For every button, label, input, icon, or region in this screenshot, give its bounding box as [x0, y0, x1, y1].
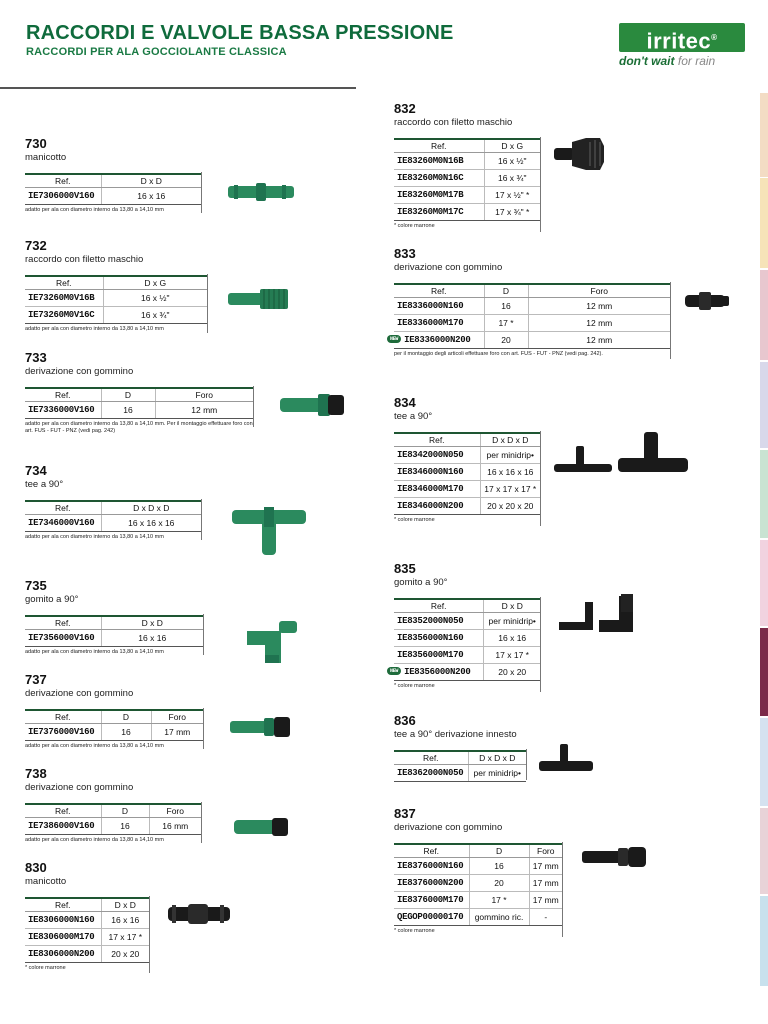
ref-cell: IE8352000N050: [394, 612, 484, 629]
column-header: Ref.: [25, 276, 103, 289]
column-header: D x D x D: [101, 501, 201, 514]
spec-table: [25, 709, 203, 741]
value-cell: 17 x 17 *: [101, 928, 149, 945]
table-header-row: [394, 844, 562, 857]
spec-table: [25, 615, 203, 647]
product-833: [390, 246, 670, 358]
column-header: D: [101, 804, 149, 817]
table-row: [394, 446, 540, 463]
table-row: [394, 663, 540, 680]
product-code: 837: [394, 806, 416, 821]
table-end-bar: [149, 896, 150, 973]
column-header: Ref.: [25, 804, 101, 817]
table-header-row: [25, 388, 253, 401]
table-row: [25, 306, 207, 323]
value-cell: 16 mm: [149, 817, 201, 834]
table-end-bar: [526, 749, 527, 780]
header-rule: [0, 87, 356, 89]
table-row: [25, 928, 149, 945]
product-description: derivazione con gommino: [25, 688, 134, 699]
column-header: Ref.: [25, 898, 101, 911]
table-row: [394, 629, 540, 646]
column-header: Foro: [528, 284, 670, 297]
value-cell: 16 x 16: [101, 629, 203, 646]
color-tab[interactable]: [760, 450, 768, 538]
column-header: Ref.: [394, 751, 468, 764]
column-header: Ref.: [394, 284, 484, 297]
product-description: derivazione con gommino: [25, 782, 134, 793]
value-cell: 16: [101, 723, 151, 740]
table-row: [394, 152, 540, 169]
value-cell: 12 mm: [155, 401, 253, 418]
value-cell: per minidrip•: [484, 612, 540, 629]
product-description: gomito a 90°: [394, 577, 448, 588]
table-row: [25, 723, 203, 740]
ref-cell: IE7346000V160: [25, 514, 101, 531]
table-row: [394, 874, 562, 891]
column-header: Foro: [155, 388, 253, 401]
fitting-834-image: [552, 430, 692, 480]
fitting-830-image: [166, 901, 232, 927]
table-row: [25, 945, 149, 962]
product-code: 732: [25, 238, 47, 253]
product-730: [25, 136, 201, 214]
product-code: 735: [25, 578, 47, 593]
table-header-row: [394, 751, 526, 764]
table-row: [394, 314, 670, 331]
table-row: [25, 911, 149, 928]
table-end-bar: [540, 137, 541, 232]
table-row: [25, 401, 253, 418]
table-note: adatto per ala con diametro interno da 13,80 a 14,10 mm: [25, 836, 164, 843]
ref-cell: IE83260M0M17C: [394, 203, 484, 220]
table-end-bar: [540, 597, 541, 692]
fitting-730-image: [226, 180, 296, 204]
table-end-bar: [670, 282, 671, 359]
table-note: * colore marrone: [394, 927, 435, 934]
column-header: Ref.: [25, 501, 101, 514]
spec-table: [25, 897, 149, 963]
spec-table: [25, 387, 253, 419]
product-code: 730: [25, 136, 47, 151]
table-note: per il montaggio degli articoli effettuare foro con art. FUS - FUT - PNZ (vedi pag. 242).: [394, 350, 603, 357]
ref-cell: IE8336000M170: [394, 314, 484, 331]
table-row: [394, 463, 540, 480]
brand-name: irritec: [646, 28, 712, 54]
color-tab[interactable]: [760, 808, 768, 894]
column-header: D: [101, 710, 151, 723]
table-note: * colore marrone: [394, 516, 435, 523]
brand-slogan: [619, 54, 749, 68]
table-header-row: [25, 174, 201, 187]
value-cell: 20 x 20: [101, 945, 149, 962]
value-cell: 16 x 16 x 16: [101, 514, 201, 531]
value-cell: 16 x 16 x 16: [480, 463, 540, 480]
value-cell: 17 x 17 *: [484, 646, 540, 663]
color-tab[interactable]: [760, 896, 768, 986]
color-tab[interactable]: [760, 93, 768, 177]
table-note: adatto per ala con diametro interno da 13,80 a 14,10 mm: [25, 648, 164, 655]
table-note: * colore marrone: [25, 964, 66, 971]
value-cell: 12 mm: [528, 297, 670, 314]
column-header: D x D: [101, 616, 203, 629]
column-header: D x D: [484, 599, 540, 612]
spec-table: [25, 275, 207, 324]
ref-cell: IE8356000M170: [394, 646, 484, 663]
value-cell: 12 mm: [528, 314, 670, 331]
value-cell: 20 x 20 x 20: [480, 497, 540, 514]
color-tab[interactable]: [760, 540, 768, 626]
product-description: derivazione con gommino: [25, 366, 134, 377]
table-row: [394, 764, 526, 781]
product-code: 734: [25, 463, 47, 478]
ref-cell: IE7376000V160: [25, 723, 101, 740]
column-header: Ref.: [394, 844, 469, 857]
column-header: Ref.: [25, 388, 101, 401]
product-738: [25, 766, 201, 844]
table-header-row: [394, 139, 540, 152]
value-cell: 17 mm: [529, 857, 562, 874]
product-code: 733: [25, 350, 47, 365]
product-732: [25, 238, 207, 333]
ref-cell: IE7356000V160: [25, 629, 101, 646]
table-header-row: [25, 276, 207, 289]
value-cell: 16: [469, 857, 529, 874]
table-row: [394, 203, 540, 220]
product-code: 835: [394, 561, 416, 576]
column-header: D x G: [103, 276, 207, 289]
column-header: Ref.: [25, 710, 101, 723]
table-note: adatto per ala con diametro interno da 13,80 a 14,10 mm. Per il montaggio effettuare foro con art. FUS - FUT - PNZ (vedi pag. 242): [25, 420, 253, 434]
value-cell: 16: [484, 297, 528, 314]
product-description: tee a 90° derivazione innesto: [394, 729, 517, 740]
column-header: Foro: [149, 804, 201, 817]
column-header: Ref.: [25, 174, 101, 187]
table-row: [394, 857, 562, 874]
column-header: D: [101, 388, 155, 401]
ref-cell: IE8346000M170: [394, 480, 480, 497]
product-description: tee a 90°: [25, 479, 64, 490]
value-cell: 17 x 17 x 17 *: [480, 480, 540, 497]
value-cell: 16: [101, 401, 155, 418]
new-badge: NEW: [387, 667, 401, 675]
column-header: Ref.: [394, 139, 484, 152]
color-tab[interactable]: [760, 628, 768, 716]
page-title: RACCORDI E VALVOLE BASSA PRESSIONE: [26, 22, 454, 44]
fitting-836-image: [537, 741, 595, 777]
ref-cell: NEW IE8336000N200: [384, 331, 474, 348]
table-row: [394, 186, 540, 203]
product-code: 834: [394, 395, 416, 410]
table-end-bar: [201, 172, 202, 213]
product-code: 836: [394, 713, 416, 728]
product-description: derivazione con gommino: [394, 262, 503, 273]
ref-cell: IE8336000N160: [394, 297, 484, 314]
value-cell: per minidrip•: [468, 764, 526, 781]
fitting-735-image: [243, 617, 299, 665]
ref-cell: NEW IE8356000N200: [384, 663, 474, 680]
ref-cell: IE83260M0N16C: [394, 169, 484, 186]
ref-cell: IE8306000N200: [25, 945, 101, 962]
value-cell: 16 x 16: [101, 911, 149, 928]
ref-cell: IE7306000V160: [25, 187, 101, 204]
value-cell: 20: [469, 874, 529, 891]
ref-cell: IE8356000N160: [394, 629, 484, 646]
table-row: [25, 629, 203, 646]
ref-cell: IE73260M0V16B: [25, 289, 103, 306]
fitting-733-image: [278, 392, 350, 418]
value-cell: per minidrip•: [480, 446, 540, 463]
column-header: D x D x D: [480, 433, 540, 446]
product-description: manicotto: [25, 876, 67, 887]
ref-cell: IE73260M0V16C: [25, 306, 103, 323]
product-733: [25, 350, 253, 435]
product-code: 737: [25, 672, 47, 687]
table-row: [394, 331, 670, 348]
table-end-bar: [540, 431, 541, 526]
slogan-part-a: don't wait: [619, 54, 675, 68]
value-cell: 20 x 20: [484, 663, 540, 680]
column-header: Foro: [151, 710, 203, 723]
product-code: 832: [394, 101, 416, 116]
spec-table: [25, 500, 201, 532]
table-end-bar: [201, 802, 202, 843]
fitting-732-image: [226, 285, 292, 313]
product-description: gomito a 90°: [25, 594, 79, 605]
column-header: D x G: [484, 139, 540, 152]
table-end-bar: [203, 708, 204, 749]
table-header-row: [25, 616, 203, 629]
fitting-738-image: [232, 815, 292, 839]
color-tab[interactable]: [760, 178, 768, 268]
spec-table: [394, 138, 540, 221]
product-code: 833: [394, 246, 416, 261]
table-note: adatto per ala con diametro interno da 13,80 a 14,10 mm: [25, 533, 164, 540]
ref-cell: IE8342000N050: [394, 446, 480, 463]
page-subtitle: RACCORDI PER ALA GOCCIOLANTE CLASSICA: [26, 46, 287, 58]
value-cell: 20: [484, 331, 528, 348]
fitting-734-image: [230, 505, 310, 557]
product-837: [394, 806, 562, 935]
product-830: [25, 860, 149, 972]
fitting-833-image: [683, 290, 733, 312]
fitting-835-image: [557, 592, 645, 642]
ref-cell: IE83260M0N16B: [394, 152, 484, 169]
column-header: D x D: [101, 898, 149, 911]
value-cell: 12 mm: [528, 331, 670, 348]
value-cell: 16: [101, 817, 149, 834]
table-header-row: [25, 710, 203, 723]
table-row: [394, 646, 540, 663]
color-tab[interactable]: [760, 718, 768, 806]
product-834: [394, 395, 540, 524]
value-cell: gommino ric.: [469, 908, 529, 925]
value-cell: 17 mm: [529, 891, 562, 908]
value-cell: 16 x 16: [484, 629, 540, 646]
table-header-row: [394, 433, 540, 446]
column-header: Ref.: [394, 433, 480, 446]
table-note: adatto per ala con diametro interno da 13,80 a 14,10 mm: [25, 206, 164, 213]
spec-table: [25, 803, 201, 835]
table-header-row: [25, 804, 201, 817]
table-note: * colore marrone: [394, 222, 435, 229]
spec-table: [394, 843, 562, 926]
table-row: [25, 817, 201, 834]
column-header: Ref.: [25, 616, 101, 629]
ref-cell: IE83260M0M17B: [394, 186, 484, 203]
table-note: adatto per ala con diametro interno da 13,80 a 14,10 mm: [25, 742, 164, 749]
spec-table: [390, 283, 670, 349]
product-code: 830: [25, 860, 47, 875]
value-cell: 16 x ½": [484, 152, 540, 169]
table-header-row: [25, 898, 149, 911]
product-735: [25, 578, 203, 656]
product-code: 738: [25, 766, 47, 781]
ref-cell: QEGOP00000170: [394, 908, 469, 925]
product-836: [394, 713, 526, 782]
column-header: D x D x D: [468, 751, 526, 764]
column-header: D x D: [101, 174, 201, 187]
table-row: [394, 169, 540, 186]
fitting-832-image: [550, 134, 608, 174]
value-cell: 17 *: [484, 314, 528, 331]
value-cell: 16 x ½": [103, 289, 207, 306]
table-end-bar: [253, 386, 254, 427]
table-note: * colore marrone: [394, 682, 435, 689]
spec-table: [25, 173, 201, 205]
ref-cell: IE8376000M170: [394, 891, 469, 908]
value-cell: -: [529, 908, 562, 925]
product-description: raccordo con filetto maschio: [394, 117, 513, 128]
value-cell: 16 x 16: [101, 187, 201, 204]
column-header: Ref.: [394, 599, 484, 612]
table-row: [394, 497, 540, 514]
table-row: [394, 891, 562, 908]
table-row: [394, 908, 562, 925]
column-header: Foro: [529, 844, 562, 857]
table-header-row: [25, 501, 201, 514]
ref-cell: IE8346000N160: [394, 463, 480, 480]
ref-cell: IE8306000M170: [25, 928, 101, 945]
spec-table: [394, 432, 540, 515]
ref-cell: IE8306000N160: [25, 911, 101, 928]
product-description: manicotto: [25, 152, 67, 163]
value-cell: 16 x ¾": [484, 169, 540, 186]
spec-table: [394, 750, 526, 782]
table-row: [25, 289, 207, 306]
ref-cell: IE7386000V160: [25, 817, 101, 834]
value-cell: 17 x ¾" *: [484, 203, 540, 220]
table-row: [394, 297, 670, 314]
fitting-837-image: [580, 845, 650, 869]
table-end-bar: [203, 614, 204, 655]
value-cell: 16 x ¾": [103, 306, 207, 323]
column-header: D: [484, 284, 528, 297]
table-header-row: [394, 599, 540, 612]
column-header: D: [469, 844, 529, 857]
table-row: [25, 187, 201, 204]
color-tab[interactable]: [760, 362, 768, 448]
fitting-737-image: [228, 715, 294, 739]
slogan-part-b: for rain: [677, 54, 716, 68]
table-header-row: [394, 284, 670, 297]
table-note: adatto per ala con diametro interno da 13,80 a 14,10 mm: [25, 325, 164, 332]
ref-cell: IE8376000N160: [394, 857, 469, 874]
ref-cell: IE8346000N200: [394, 497, 480, 514]
product-description: derivazione con gommino: [394, 822, 503, 833]
irritec-logo: irritec®: [619, 23, 745, 52]
value-cell: 17 x ½" *: [484, 186, 540, 203]
ref-cell: IE8362000N050: [394, 764, 468, 781]
table-end-bar: [562, 842, 563, 937]
product-description: tee a 90°: [394, 411, 433, 422]
product-734: [25, 463, 201, 541]
color-tab[interactable]: [760, 270, 768, 360]
table-end-bar: [201, 499, 202, 540]
value-cell: 17 mm: [151, 723, 203, 740]
value-cell: 17 mm: [529, 874, 562, 891]
product-description: raccordo con filetto maschio: [25, 254, 144, 265]
table-row: [394, 612, 540, 629]
table-end-bar: [207, 274, 208, 333]
product-737: [25, 672, 203, 750]
value-cell: 17 *: [469, 891, 529, 908]
product-832: [394, 101, 540, 230]
ref-cell: IE8376000N200: [394, 874, 469, 891]
product-835: [390, 561, 540, 690]
table-row: [394, 480, 540, 497]
spec-table: [390, 598, 540, 681]
new-badge: NEW: [387, 335, 401, 343]
table-row: [25, 514, 201, 531]
ref-cell: IE7336000V160: [25, 401, 101, 418]
